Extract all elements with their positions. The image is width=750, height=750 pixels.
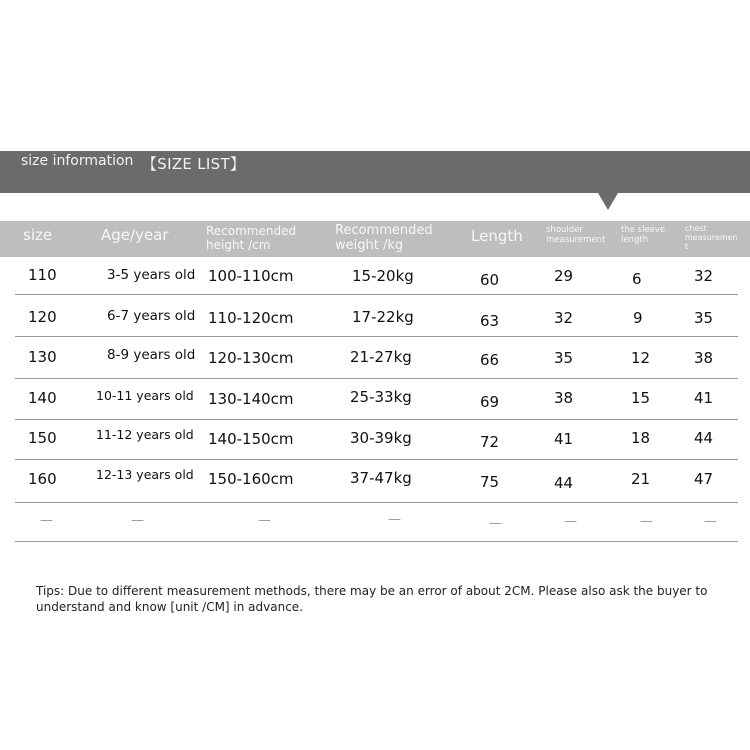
cell-shoulder: 29 [554, 267, 574, 285]
cell-length: 72 [480, 433, 500, 451]
cell-dash: — [131, 513, 144, 528]
row-divider [15, 419, 738, 420]
cell-length: 60 [480, 271, 500, 289]
cell-dash: — [40, 513, 53, 528]
cell-age: 12-13 years old [96, 467, 194, 482]
cell-sleeve: 12 [631, 349, 651, 367]
header-sleeve-line2: length [621, 234, 649, 245]
row-divider [15, 459, 738, 460]
cell-dash: — [704, 514, 717, 529]
header-chest-line1: chest [685, 224, 707, 233]
cell-height: 140-150cm [208, 430, 294, 448]
cell-size: 160 [28, 470, 57, 488]
header-weight [335, 224, 433, 254]
header-sleeve [621, 226, 665, 246]
header-chest-line3: t [685, 241, 689, 251]
row-divider [15, 294, 738, 295]
header-sleeve-line1: the sleeve [621, 225, 666, 235]
cell-age: 3-5 years old [107, 267, 196, 283]
cell-age: 11-12 years old [96, 427, 194, 442]
cell-dash: — [489, 516, 502, 531]
cell-chest: 38 [694, 349, 714, 367]
row-divider [15, 378, 738, 379]
header-height [206, 225, 296, 253]
cell-size: 140 [28, 389, 57, 407]
cell-size: 130 [28, 348, 57, 366]
cell-shoulder: 44 [554, 474, 574, 492]
cell-size: 150 [28, 429, 57, 447]
header-weight-line2: weight /kg [335, 237, 404, 253]
header-size: size [23, 226, 53, 244]
cell-height: 150-160cm [208, 470, 294, 488]
cell-chest: 47 [694, 470, 714, 488]
header-shoulder-line2: measurement [546, 234, 606, 245]
cell-height: 100-110cm [208, 267, 294, 285]
cell-chest: 35 [694, 309, 714, 327]
cell-sleeve: 9 [633, 309, 643, 327]
cell-weight: 15-20kg [352, 267, 414, 285]
cell-age: 6-7 years old [107, 308, 196, 324]
cell-dash: — [640, 514, 653, 529]
cell-sleeve: 15 [631, 389, 651, 407]
cell-size: 110 [28, 266, 57, 284]
cell-weight: 37-47kg [350, 469, 412, 487]
cell-age: 10-11 years old [96, 388, 194, 403]
cell-shoulder: 38 [554, 389, 574, 407]
header-weight-line1: Recommended [335, 223, 433, 238]
cell-size: 120 [28, 308, 57, 326]
cell-length: 63 [480, 312, 500, 330]
row-divider [15, 502, 738, 503]
tips-note: Tips: Due to different measurement methods, there may be an error of about 2CM. Please also ask the buyer to understand and know [unit /CM] in advance. [36, 584, 708, 614]
header-chest [685, 225, 738, 251]
cell-weight: 21-27kg [350, 348, 412, 366]
header-length: Length [471, 227, 523, 245]
cell-weight: 25-33kg [350, 388, 412, 406]
cell-sleeve: 18 [631, 429, 651, 447]
header-age: Age/year [101, 226, 169, 244]
row-divider [15, 336, 738, 337]
table-bottom-divider [15, 541, 738, 542]
header-height-line2: height /cm [206, 237, 271, 252]
cell-weight: 30-39kg [350, 429, 412, 447]
cell-age: 8-9 years old [107, 347, 196, 363]
banner-title: size information [21, 153, 134, 169]
cell-weight: 17-22kg [352, 308, 414, 326]
banner-pointer-icon [598, 193, 618, 210]
cell-shoulder: 32 [554, 309, 574, 327]
cell-height: 120-130cm [208, 349, 294, 367]
cell-length: 66 [480, 351, 500, 369]
cell-shoulder: 41 [554, 430, 574, 448]
banner-subtitle: 【SIZE LIST】 [142, 155, 246, 173]
cell-height: 110-120cm [208, 309, 294, 327]
cell-sleeve: 21 [631, 470, 651, 488]
cell-dash: — [564, 514, 577, 529]
header-shoulder-line1: shoulder [546, 225, 583, 235]
header-shoulder [546, 226, 605, 246]
header-chest-line2: measuremen [685, 232, 738, 242]
cell-dash: — [258, 513, 271, 528]
cell-chest: 44 [694, 429, 714, 447]
cell-shoulder: 35 [554, 349, 574, 367]
cell-dash: — [388, 512, 401, 527]
cell-sleeve: 6 [632, 270, 642, 288]
header-height-line1: Recommended [206, 224, 297, 238]
cell-length: 75 [480, 473, 500, 491]
cell-chest: 41 [694, 389, 714, 407]
cell-height: 130-140cm [208, 390, 294, 408]
cell-length: 69 [480, 393, 500, 411]
cell-chest: 32 [694, 267, 714, 285]
